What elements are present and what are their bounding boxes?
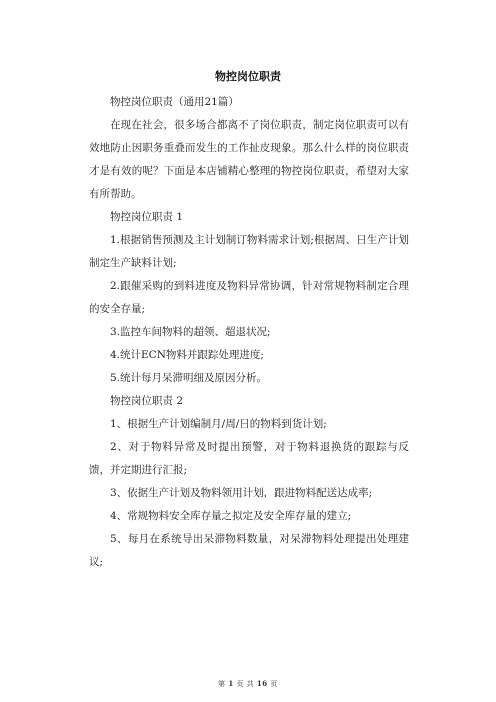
footer-suffix: 页 bbox=[270, 680, 278, 688]
list-item: 5.统计每月呆滞明细及原因分析。 bbox=[110, 372, 268, 384]
page-footer bbox=[0, 679, 496, 689]
footer-page-number: 1 bbox=[228, 679, 234, 688]
list-item: 4、常规物料安全库存量之拟定及安全库存量的建立; bbox=[110, 510, 352, 522]
list-item: 3、依据生产计划及物料领用计划，跟进物料配送达成率; bbox=[110, 487, 373, 499]
list-item: 2.跟催采购的到料进度及物料异常协调，针对常规物料制定合理的安全存量; bbox=[89, 280, 409, 315]
footer-total-pages: 16 bbox=[256, 679, 268, 688]
section-heading-2: 物控岗位职责 2 bbox=[110, 395, 184, 407]
list-item: 5、每月在系统导出呆滞物料数量，对呆滞物料处理提出处理建议; bbox=[89, 533, 409, 568]
footer-middle: 页 共 bbox=[236, 680, 255, 688]
list-item: 2、对于物料异常及时提出预警，对于物料退换货的跟踪与反馈，并定期进行汇报; bbox=[89, 441, 409, 476]
list-item: 1.根据销售预测及主计划制订物料需求计划;根据周、日生产计划制定生产缺料计划; bbox=[89, 234, 409, 269]
footer-prefix: 第 bbox=[218, 680, 226, 688]
subtitle-paragraph: 物控岗位职责（通用21篇） bbox=[110, 96, 239, 108]
list-item: 1、根据生产计划编制月/周/日的物料到货计划; bbox=[110, 418, 327, 430]
document-title: 物控岗位职责 bbox=[215, 70, 281, 83]
list-item: 4.统计ECN物料并跟踪处理进度; bbox=[110, 349, 264, 361]
list-item: 3.监控车间物料的超领、超退状况; bbox=[110, 326, 271, 338]
intro-paragraph: 在现在社会，很多场合都离不了岗位职责，制定岗位职责可以有效地防止因职务重叠而发生的工作扯皮现象。那么什么样的岗位职责才是有效的呢？下面是本店铺精心整理的物控岗位职责，希望对大家有所帮助。 bbox=[89, 119, 409, 200]
document-body bbox=[89, 91, 409, 574]
section-heading-1: 物控岗位职责 1 bbox=[110, 211, 184, 223]
